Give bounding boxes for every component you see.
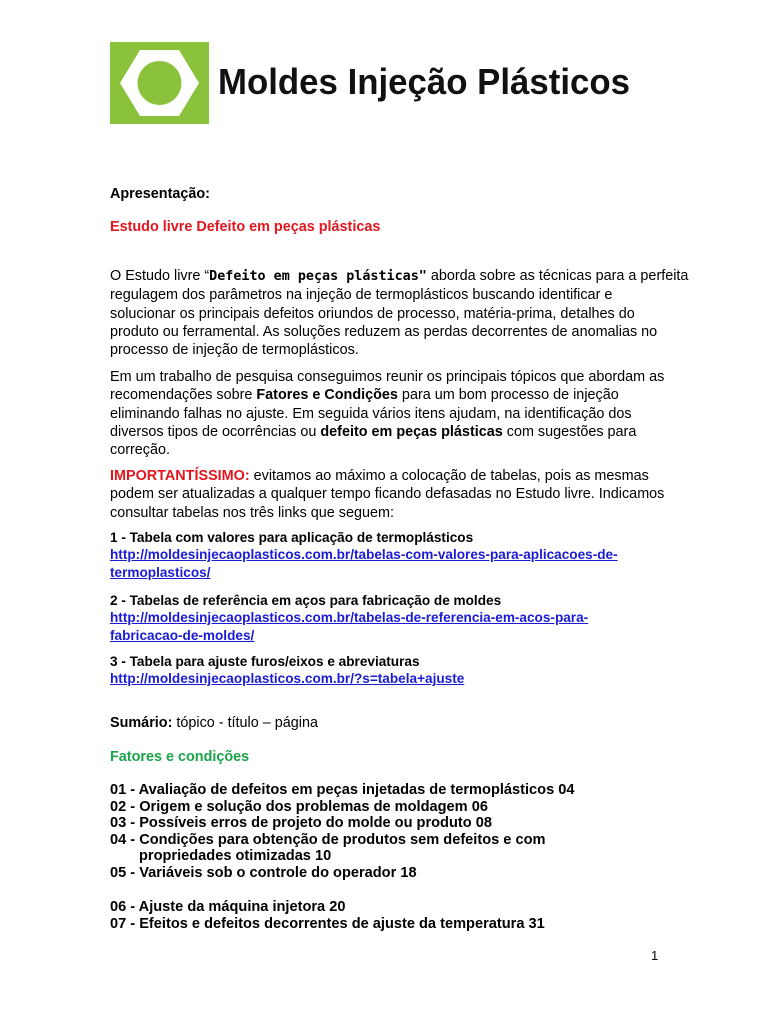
intro-paragraph (110, 267, 688, 359)
intro-mono-title: Defeito em peças plásticas" (209, 269, 427, 284)
important-line-1: IMPORTANTÍSSIMO: evitamos ao máximo a colocação de tabelas, pois as mesmas (110, 468, 649, 484)
toc-item-03: 03 - Possíveis erros de projeto do molde ou produto 08 (110, 815, 492, 832)
research-line-4: diversos tipos de ocorrências ou defeito em peças plásticas com sugestões para (110, 423, 637, 440)
important-label: IMPORTANTÍSSIMO: (110, 468, 250, 484)
intro-line-5: processo de injeção de termoplásticos. (110, 342, 359, 359)
research-bold-fatores: Fatores e Condições (256, 387, 398, 404)
link-url-1[interactable]: http://moldesinjecaoplasticos.com.br/tabelas-com-valores-para-aplicacoes-de- (110, 547, 618, 562)
important-paragraph (110, 467, 664, 522)
research-line-3: eliminando falhas no ajuste. Em seguida vários itens ajudam, na identificação dos (110, 405, 632, 422)
toc-item-01: 01 - Avaliação de defeitos em peças injetadas de termoplásticos 04 (110, 782, 575, 798)
link-url-2[interactable]: http://moldesinjecaoplasticos.com.br/tabelas-de-referencia-em-acos-para- (110, 610, 589, 625)
intro-line-4: produto ou ferramental. As soluções reduzem as perdas decorrentes de anomalias no (110, 323, 658, 340)
research-line-2: recomendações sobre Fatores e Condições para um bom processo de injeção (110, 387, 619, 404)
document-subtitle: Estudo livre Defeito em peças plásticas (110, 219, 381, 235)
toc-list-2 (110, 899, 545, 932)
link-block-2 (110, 592, 588, 645)
link-title-2: 2 - Tabelas de referência em aços para fabricação de moldes (110, 593, 502, 608)
hex-nut-icon (110, 42, 209, 124)
intro-line-1: O Estudo livre “Defeito em peças plásticas" aborda sobre as técnicas para a perfeita (110, 268, 689, 284)
link-url-1-cont[interactable]: termoplasticos/ (110, 565, 211, 580)
link-url-2-cont[interactable]: fabricacao-de-moldes/ (110, 628, 255, 643)
link-url-3[interactable]: http://moldesinjecaoplasticos.com.br/?s=tabela+ajuste (110, 671, 465, 686)
research-line-1: Em um trabalho de pesquisa conseguimos reunir os principais tópicos que abordam as (110, 369, 665, 385)
link-title-3: 3 - Tabela para ajuste furos/eixos e abreviaturas (110, 654, 420, 669)
section-fatores: Fatores e condições (110, 749, 250, 765)
toc-item-07: 07 - Efeitos e defeitos decorrentes de ajuste da temperatura 31 (110, 915, 545, 932)
intro-line-3: solucionar os principais defeitos oriundos de processo, matéria-prima, detalhes do (110, 305, 635, 322)
logo-badge (110, 42, 209, 124)
research-bold-defeito: defeito em peças plásticas (320, 423, 503, 440)
link-block-3 (110, 653, 464, 688)
heading-apresentacao: Apresentação: (110, 186, 210, 202)
research-line-5: correção. (110, 442, 170, 459)
link-title-1: 1 - Tabela com valores para aplicação de termoplásticos (110, 530, 474, 545)
intro-line-2: regulagem dos parâmetros na injeção de termoplásticos buscando identificar e (110, 287, 613, 304)
link-block-1 (110, 529, 618, 582)
brand-text: Moldes Injeção Plásticos (218, 61, 630, 102)
summary-label: Sumário: (110, 715, 173, 731)
brand-title (218, 56, 638, 106)
toc-item-04: 04 - Condições para obtenção de produtos sem defeitos e com (110, 831, 546, 848)
toc-item-04-cont: propriedades otimizadas 10 (139, 848, 332, 865)
page-number: 1 (651, 948, 659, 963)
toc-item-06: 06 - Ajuste da máquina injetora 20 (110, 899, 346, 915)
toc-list (110, 782, 575, 882)
toc-item-05: 05 - Variáveis sob o controle do operador 18 (110, 864, 417, 881)
important-line-3: consultar tabelas nos três links que seguem: (110, 504, 394, 521)
important-line-2: podem ser atualizadas a qualquer tempo ficando defasadas no Estudo livre. Indicamos (110, 486, 665, 503)
toc-item-02: 02 - Origem e solução dos problemas de moldagem 06 (110, 798, 488, 815)
summary-line: Sumário: tópico - título – página (110, 715, 318, 731)
research-paragraph (110, 368, 664, 459)
